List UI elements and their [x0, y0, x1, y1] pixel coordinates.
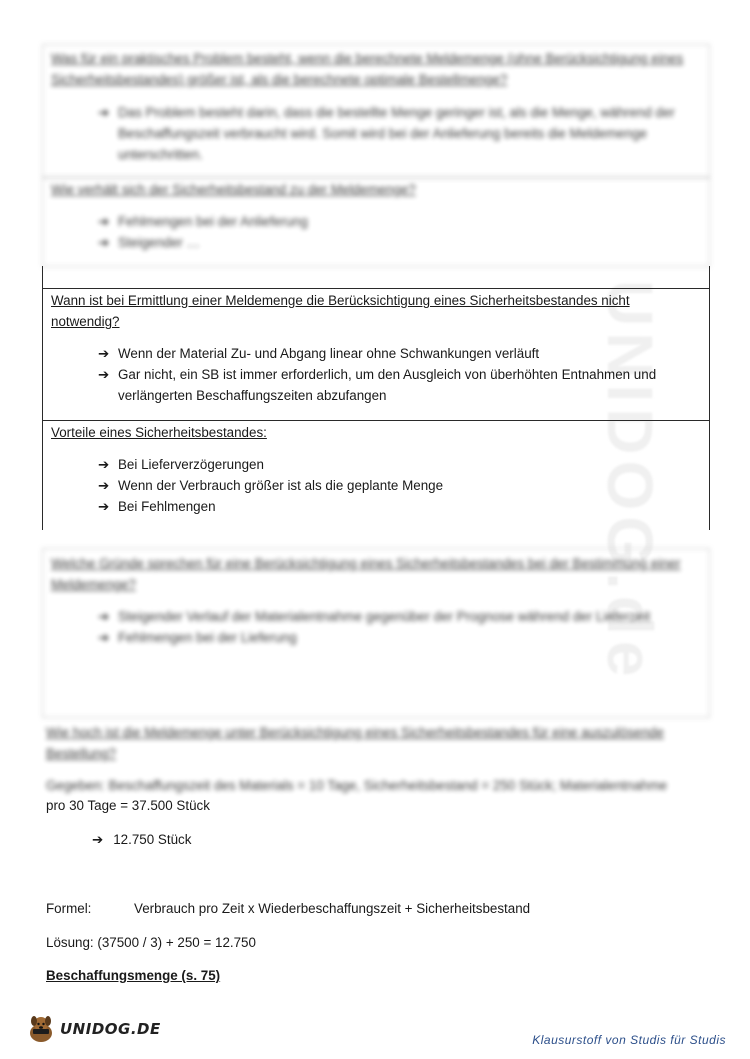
arrow-icon: ➔: [98, 499, 110, 514]
question: Wie verhält sich der Sicherheitsbestand zu der Meldemenge?: [51, 182, 416, 197]
answer-list: [43, 343, 709, 406]
question: Vorteile eines Sicherheitsbestandes:: [51, 425, 267, 440]
qa-block-5: [42, 548, 710, 718]
arrow-icon: ➔: [98, 478, 110, 493]
calc-given-line-2: pro 30 Tage = 37.500 Stück: [46, 798, 210, 813]
answer-item: ➔ Steigender …: [98, 232, 709, 253]
formula: Verbrauch pro Zeit x Wiederbeschaffungszeit + Sicherheitsbestand: [134, 901, 531, 916]
answer-item: ➔ Gar nicht, ein SB ist immer erforderlich, um den Ausgleich von überhöhten Entnahmen und verlängerten Beschaffungszeiten abzufangen: [98, 364, 709, 406]
arrow-icon: ➔: [98, 105, 110, 120]
arrow-icon: ➔: [92, 832, 104, 847]
watermark: UNIDOG.de: [594, 280, 666, 683]
arrow-icon: ➔: [98, 367, 110, 382]
arrow-icon: ➔: [98, 235, 110, 250]
table-rule-left: [42, 266, 43, 288]
qa-block-2: [42, 177, 710, 267]
answer-list: [43, 102, 709, 165]
answer-item: ➔ Bei Fehlmengen: [98, 496, 709, 517]
section-heading: Beschaffungsmenge (s. 75): [46, 968, 221, 983]
table-rule-right: [709, 266, 710, 288]
qa-block-3: [42, 288, 710, 421]
dog-icon: [24, 1013, 58, 1045]
answer-item: ➔ Wenn der Material Zu- und Abgang linear ohne Schwankungen verläuft: [98, 343, 709, 364]
calc-question: Wie hoch ist die Meldemenge unter Berücksichtigung eines Sicherheitsbestandes für eine auszulösende Bestellung?: [46, 725, 664, 761]
logo-text: UNIDOG.DE: [60, 1019, 161, 1038]
qa-block-1: [42, 44, 710, 178]
answer-list: [43, 211, 709, 253]
footer-tagline: Klausurstoff von Studis für Studis: [532, 1033, 726, 1047]
question: Was für ein praktisches Problem besteht, wenn die berechnete Meldemenge (ohne Berücksichtigung eines Sicherheitsbestandes) größer ist, als die berechnete optimale Bestellmenge?: [51, 51, 684, 87]
answer-list: [43, 606, 709, 648]
arrow-icon: ➔: [98, 609, 110, 624]
question: Welche Gründe sprechen für eine Berücksichtigung eines Sicherheitsbestandes bei der Bestimmung einer Meldemenge?: [51, 556, 681, 592]
formula-label: Formel:: [46, 901, 92, 916]
answer-item: ➔ Wenn der Verbrauch größer ist als die geplante Menge: [98, 475, 709, 496]
calc-result: ➔ 12.750 Stück: [92, 832, 192, 847]
arrow-icon: ➔: [98, 346, 110, 361]
arrow-icon: ➔: [98, 630, 110, 645]
answer-item: ➔ Steigender Verlauf der Materialentnahme gegenüber der Prognose während der Lieferzeit: [98, 606, 709, 627]
footer-logo: [24, 1013, 161, 1045]
arrow-icon: ➔: [98, 214, 110, 229]
answer-item: ➔ Fehlmengen bei der Lieferung: [98, 627, 709, 648]
question: Wann ist bei Ermittlung einer Meldemenge die Berücksichtigung eines Sicherheitsbestandes nicht notwendig?: [51, 293, 630, 329]
arrow-icon: ➔: [98, 457, 110, 472]
answer-item: ➔ Das Problem besteht darin, dass die bestellte Menge geringer ist, als die Menge, während der Beschaffungszeit verbraucht wird. Somit wird bei der Anlieferung bereits die Meldemenge unterschritten.: [98, 102, 709, 165]
qa-block-4: [42, 420, 710, 530]
answer-item: ➔ Bei Lieferverzögerungen: [98, 454, 709, 475]
answer-list: [43, 454, 709, 517]
answer-item: ➔ Fehlmengen bei der Anlieferung: [98, 211, 709, 232]
calc-given-line-1: Gegeben: Beschaffungszeit des Materials = 10 Tage, Sicherheitsbestand = 250 Stück; Materialentnahme: [46, 778, 668, 793]
solution: Lösung: (37500 / 3) + 250 = 12.750: [46, 935, 256, 950]
